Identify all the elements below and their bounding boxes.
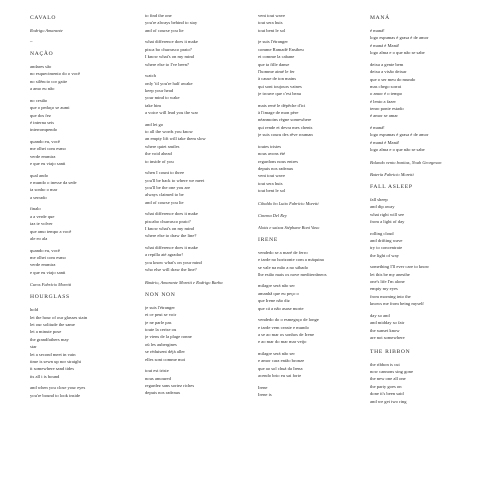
lyric-line: vent tout wave — [258, 173, 286, 179]
lyric-line: are not somewhere — [370, 335, 405, 341]
lyric-line: amanhã que eu peço o — [258, 290, 299, 296]
lyric-line: toute la cerise ou — [145, 326, 177, 332]
lyric-line: a a verde que — [30, 213, 55, 219]
lyric-line: é amor se amar — [370, 113, 398, 119]
lyric-line: je suis l'étranger — [145, 304, 175, 310]
lyric-line: from morning into the — [370, 293, 411, 299]
lyric-line: let the hour of our glasses stain — [30, 314, 88, 320]
lyric-line: rolling cloud — [370, 230, 394, 236]
lyric-line: no silêncio cor gaite — [30, 78, 68, 84]
lyric-line: who else will draw the line? — [145, 267, 197, 273]
lyric-line: e tarde no horizonte com a máquina — [258, 257, 324, 263]
lyric-line: que ao sol chuá da Irena — [258, 365, 303, 371]
lyric-line: regardez sans sortez riches — [145, 382, 195, 388]
lyric-line: que ta fille danse — [258, 61, 290, 67]
lyric-line: et comme la cabane — [258, 54, 295, 60]
lyric-line: the light of way — [370, 252, 399, 258]
lyric-line: one's life I'm alone — [370, 279, 405, 285]
lyric-line: when I count to three — [145, 170, 185, 176]
stanza-gap — [145, 397, 257, 401]
song-title: IRENE — [258, 236, 278, 243]
stanza-gap — [30, 399, 142, 403]
lyric-line: and let go — [145, 121, 164, 127]
song-credit: Binário, Amarante Moretti e Rodrigo Barba — [145, 279, 223, 285]
song-title: CAVALO — [30, 15, 57, 21]
lyric-line: e mundo o inesse da sede — [30, 180, 77, 186]
lyric-line: que o pedaço se aumi — [30, 105, 70, 111]
column-2 — [145, 12, 257, 401]
lyric-line: it somewhere sand tides — [30, 366, 75, 372]
lyric-line: tout bent le sol — [258, 27, 286, 33]
lyric-line: me olhei com esmo — [30, 146, 66, 152]
lyric-line: your mind to wake — [145, 95, 180, 101]
lyric-line: a se ao mar os sonhos de Irene — [258, 332, 314, 338]
lyric-line: logo espumas é grasa é de amor — [370, 132, 429, 138]
lyric-line: que cá a não asase morte — [258, 305, 304, 311]
stanza-gap — [258, 195, 370, 199]
lyric-line: fall sheep — [370, 196, 388, 202]
lyric-line: try to concentrate — [370, 245, 403, 251]
lyric-line: you'll be back to where we meet — [145, 177, 205, 183]
lyric-line: the ribbon is cut — [370, 361, 400, 367]
lyric-line: tout sera huis — [258, 180, 283, 186]
lyric-line: e amor cara então bronze — [258, 358, 305, 364]
lyric-line: the sunset know — [370, 327, 400, 333]
lyric-line: day so and — [370, 312, 390, 318]
lyric-line: where else to I've been? — [145, 61, 189, 67]
lyric-line: l'homme aimé le fer — [258, 68, 295, 74]
lyric-line: and when you close your eyes — [30, 385, 86, 391]
lyric-line: vendedo se a maré de ferro — [258, 249, 308, 255]
stanza-gap — [370, 405, 482, 409]
lyric-line: let our solitude the same — [30, 322, 75, 328]
lyric-line: tout sera huis — [258, 20, 283, 26]
lyric-line: deixa a visão deixar — [370, 69, 407, 75]
song-title: THE RIBBON — [370, 348, 411, 355]
lyric-line: to inside of you — [145, 158, 174, 164]
lyric-line: Irene is — [258, 392, 272, 398]
stanza-gap — [30, 276, 142, 280]
lyric-line: and we get two ring — [370, 398, 407, 404]
lyric-line: what difference does it make — [145, 39, 198, 45]
lyric-line: quando eu, você — [30, 247, 60, 253]
lyric-line: mas chego sorrat — [370, 83, 402, 89]
lyric-line: deixa a gente bem — [370, 61, 404, 67]
lyric-line: comme Ramadé Ensibeu — [258, 46, 304, 52]
lyric-line: a voice will lead you the war — [145, 110, 199, 116]
lyric-line: vendedo do o esmegaço de longe — [258, 317, 319, 323]
lyric-line: you'll be the one you are — [145, 184, 191, 190]
lyric-line: que o ser meu do mundo — [370, 76, 416, 82]
stanza-gap — [258, 399, 370, 403]
lyric-line: e ao mar do mar mar veijo — [258, 339, 307, 345]
lyric-line: piscabo churrasco prato? — [145, 218, 191, 224]
lyric-line: an empty lift will take them slow — [145, 136, 206, 142]
lyric-line: je trouve que c'est beau — [258, 91, 301, 97]
lyric-line: quando eu, você — [30, 138, 60, 144]
lyric-line: nous avons été — [258, 151, 286, 157]
lyric-line: no cestão — [30, 97, 48, 103]
lyric-line: toutes tristes — [258, 143, 282, 149]
lyric-line: logo alma e o que não se sabe — [370, 50, 425, 56]
lyric-line: tout est triste — [145, 368, 169, 374]
lyric-line: Irene — [258, 384, 268, 390]
lyric-line: se vale na mão a no sábado — [258, 264, 309, 270]
lyric-line: me olhei com esmo — [30, 254, 66, 260]
stanza-gap — [370, 154, 482, 158]
lyric-line: and of course you lie — [145, 199, 184, 205]
lyric-line: à cause de ton mains — [258, 76, 297, 82]
lyric-line: to all the words you know — [145, 129, 193, 135]
lyric-line: a repilla até agradar! — [145, 252, 183, 258]
lyric-line: elles sont comme moi — [145, 356, 186, 362]
lyric-line: take him — [145, 102, 161, 108]
lyric-line: the new one all one — [370, 376, 406, 382]
lyric-line: ia sonho o mar — [30, 187, 58, 193]
column-4 — [370, 12, 482, 409]
lyric-line: the grandfathers may — [30, 336, 69, 342]
song-title: MANÁ — [370, 15, 390, 21]
song-title: HOURGLASS — [30, 294, 70, 301]
lyric-line: interrompendo — [30, 127, 58, 133]
lyric-line: verde emmira — [30, 153, 56, 159]
lyric-line: milagre será não ser — [258, 283, 295, 289]
song-credit: Cibaldo bo Lutto Fabrício Moretti — [258, 200, 319, 206]
lyric-line: I know what's on my mind — [145, 54, 194, 60]
lyric-line: empty my eyes — [370, 286, 398, 292]
lyric-line: star — [30, 344, 37, 350]
lyric-line: and midday so fair — [370, 320, 405, 326]
lyric-line: let a minute pose — [30, 329, 62, 335]
lyric-line: only 'til you're half awake — [145, 80, 193, 86]
lyric-line: o amor é o tempo — [370, 91, 403, 97]
song-credit: Alotts e saixas Stéphane Boni Vaso — [258, 224, 320, 230]
lyric-line: e que eu viajo santi — [30, 269, 66, 275]
lyric-line: tenro ponte estado — [370, 106, 404, 112]
lyric-line: pisca bo churrasco prato? — [145, 46, 192, 52]
lyric-line: let a second meet in vain — [30, 351, 76, 357]
lyric-line: ale eo ala — [30, 235, 48, 241]
lyric-line: é interna seis — [30, 119, 54, 125]
lyric-line: nous amoured — [145, 375, 171, 381]
lyric-line: where quiet smiles — [145, 143, 180, 149]
lyric-line: que Irene não diz — [258, 298, 290, 304]
lyric-line: hold — [30, 307, 39, 313]
lyric-line: à l'image de mon père — [258, 110, 299, 116]
lyric-line: qual ando — [30, 172, 48, 178]
lyric-line: finalo — [30, 206, 41, 212]
lyric-line: and of course you lie — [145, 27, 184, 33]
lyric-line: always claimed to be — [145, 192, 184, 198]
song-title: NON NON — [145, 291, 176, 298]
song-credit: Rodrigo Amarante — [30, 28, 63, 33]
lyric-line: regardons nous entres — [258, 158, 299, 164]
song-credit: Cinema Del Rey — [258, 212, 287, 218]
lyric-line: e que eu viajo santi — [30, 161, 66, 167]
lyric-line: to find the one — [145, 13, 172, 18]
lyric-line: je viens de la plage ronne — [145, 334, 192, 340]
lyric-line: logo alma e o que não se sabe — [370, 147, 425, 153]
column-3 — [258, 12, 370, 403]
lyric-line: the party goes on — [370, 383, 402, 389]
song-title: FALL ASLEEP — [370, 183, 413, 190]
lyric-line: done it's been said — [370, 391, 404, 397]
lyric-line: something I'll ever care to know — [370, 264, 430, 270]
lyric-line: and dip away — [370, 204, 395, 210]
lyric-line: milagre será não ser — [258, 350, 295, 356]
lyric-line: é maná é Maná! — [370, 42, 400, 48]
lyric-line: depuis nos radeaux — [258, 165, 294, 171]
lyric-line: where else to draw the line? — [145, 233, 197, 239]
lyric-line: you know what's on your mind — [145, 259, 202, 265]
song-title: NAÇÃO — [30, 51, 54, 57]
lyric-line: logo espumas é grasa é de amor — [370, 35, 429, 41]
song-credit: Bolando vento bonitas, Noah Georgeson — [370, 159, 442, 165]
lyric-line: its all i is bound — [30, 373, 60, 379]
lyric-line: acendo brio eu sai forte — [258, 373, 302, 379]
lyric-line: watch — [145, 73, 156, 79]
stanza-gap — [370, 341, 482, 345]
lyric-line: time is sewn up nor straight — [30, 359, 81, 365]
lyric-line: a serrado — [30, 194, 47, 200]
lyric-line: knows me from being myself — [370, 301, 424, 307]
lyric-line: lhe estão mais os nove mediterrâneos — [258, 271, 327, 277]
lyric-line: a amo eu não — [30, 86, 55, 92]
lyric-line: que dos fez — [30, 112, 51, 118]
lyric-line: you're bound to look inside — [30, 392, 81, 398]
separator: – — [30, 40, 33, 45]
song-credit: Curos Fabrício Moretti — [30, 282, 72, 288]
lyric-line: vent tout wave — [258, 13, 286, 18]
lyric-line: no esquecimento do o você — [30, 71, 81, 77]
lyric-line: I know what's on my mind — [145, 226, 194, 232]
lyric-line: depuis nos radeaux — [145, 390, 181, 396]
lyric-line: se réduisent déjà aller — [145, 349, 185, 355]
lyric-line: qui rende et devra mes chents — [258, 124, 313, 130]
lyric-line: que amo tempo a você — [30, 228, 72, 234]
lyric-line: now cannons sing gone — [370, 368, 413, 374]
lyric-line: je suis couru des rêve rouman — [258, 132, 313, 138]
lyric-line: tout bent le sol — [258, 188, 286, 194]
column-1 — [30, 12, 142, 403]
lyric-line: é maná! — [370, 125, 385, 131]
song-credit: Batería Fabricio Moretti — [370, 171, 414, 177]
lyric-line: keep your head — [145, 87, 174, 93]
lyric-line: é maná é Maná! — [370, 139, 400, 145]
lyric-line: je ne parle pas — [145, 319, 172, 325]
lyric-line: et ce peut se voir — [145, 312, 177, 318]
lyric-line: and drifting wave — [370, 237, 403, 243]
lyric-line: let this be my anesthe — [370, 271, 410, 277]
lyric-line: you're always behind to stay — [145, 20, 198, 26]
lyric-line: verde emmira — [30, 262, 56, 268]
lyric-line: what difference does it make — [145, 211, 198, 217]
lyric-line: qui sont toujours vaines — [258, 83, 302, 89]
lyric-line: from a light of day — [370, 218, 405, 224]
lyric-line: what right will see — [370, 211, 405, 217]
lyric-line: néanmoins règne somewhere — [258, 117, 312, 123]
lyric-line: iaz te volver — [30, 221, 53, 227]
lyric-line: the void ahead — [145, 151, 172, 157]
lyric-line: é maná! — [370, 28, 385, 33]
lyric-line: mais rené le dépêche d'ici — [258, 102, 306, 108]
stanza-gap — [145, 274, 257, 278]
lyric-line: é lento a fazer — [370, 98, 396, 104]
lyric-line: où les aubergines — [145, 341, 177, 347]
lyric-line: what difference does it make — [145, 245, 198, 251]
lyric-line: andares são — [30, 64, 52, 69]
lyric-line: je suis l'étranger — [258, 39, 288, 45]
lyric-line: e tarde vem ceaste e mundo — [258, 324, 309, 330]
